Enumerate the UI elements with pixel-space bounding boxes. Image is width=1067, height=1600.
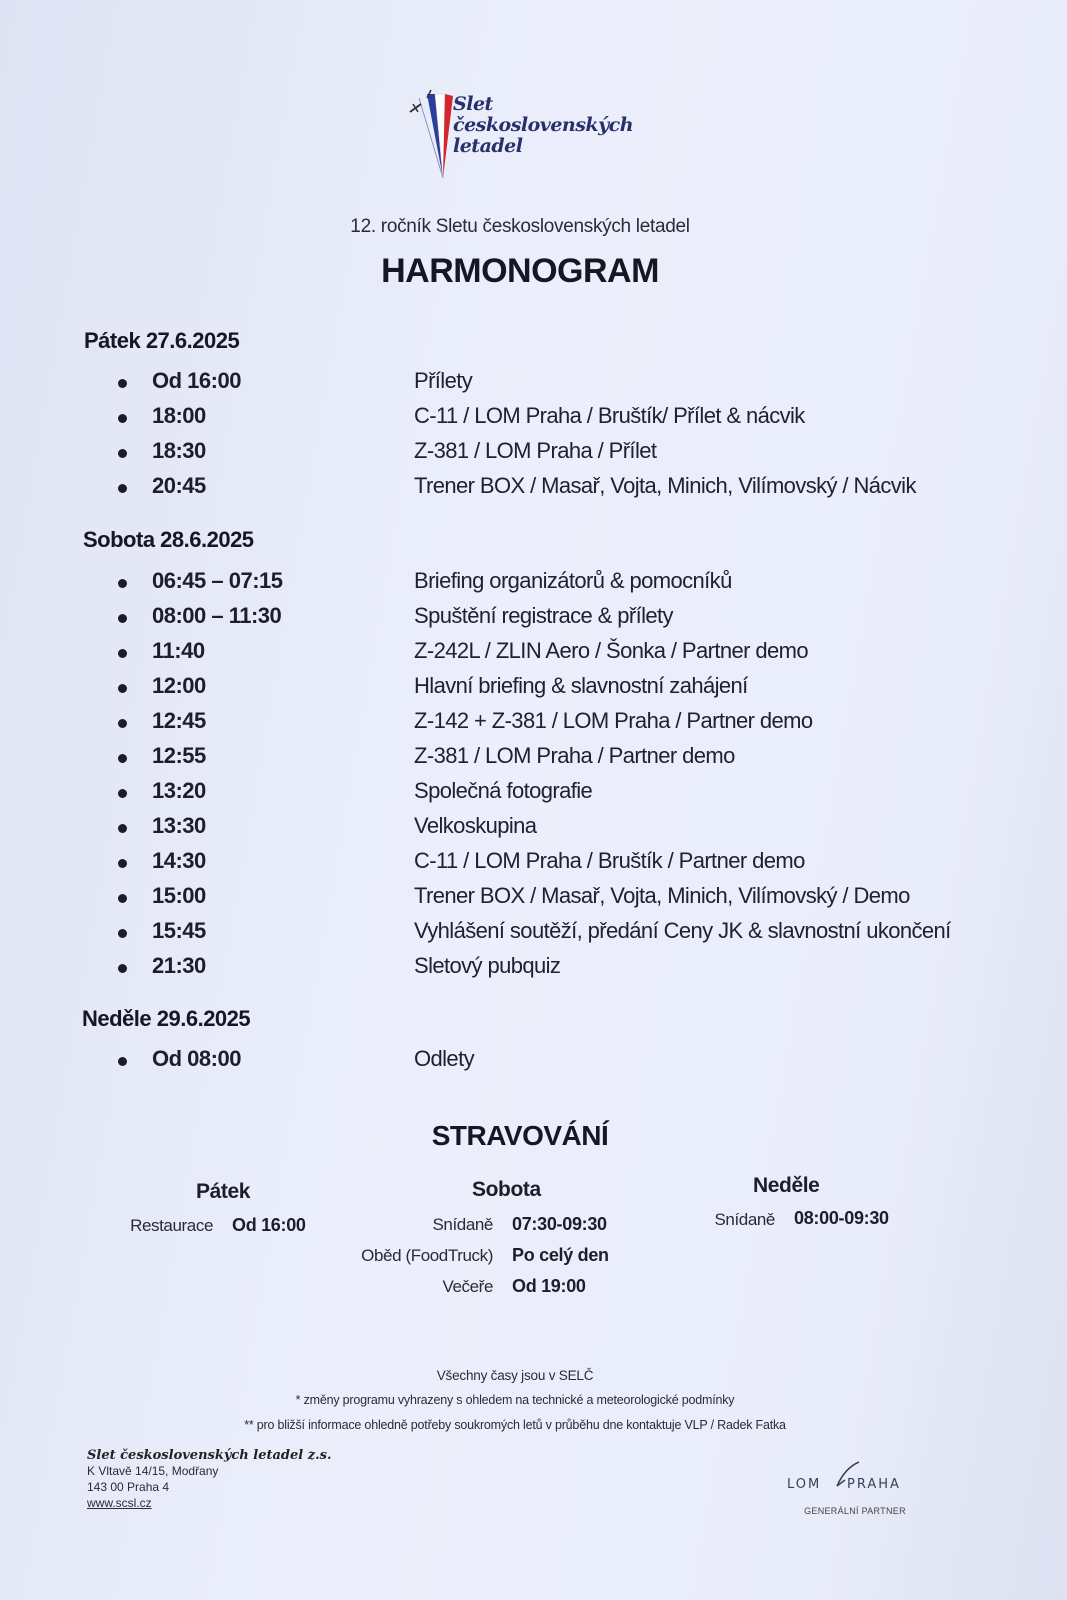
schedule-event: C-11 / LOM Praha / Bruštík/ Přílet & nácvik bbox=[414, 403, 805, 428]
bullet-icon bbox=[118, 684, 127, 693]
lom-praha-logo-icon bbox=[785, 1458, 935, 1502]
catering-day-saturday: Sobota bbox=[472, 1178, 541, 1201]
schedule-time: 06:45 – 07:15 bbox=[152, 568, 283, 593]
bullet-icon bbox=[118, 719, 127, 728]
schedule-row bbox=[118, 638, 1018, 668]
schedule-event: Velkoskupina bbox=[414, 813, 537, 838]
meal-label: Oběd (FoodTruck) bbox=[361, 1246, 493, 1265]
meal-label: Snídaně bbox=[432, 1215, 493, 1234]
schedule-time: 21:30 bbox=[152, 953, 206, 978]
schedule-row bbox=[118, 673, 1018, 703]
bullet-icon bbox=[118, 929, 127, 938]
partner-logo-right: PRAHA bbox=[847, 1477, 901, 1492]
schedule-event: Trener BOX / Masař, Vojta, Minich, Vilímovský / Demo bbox=[414, 883, 910, 908]
day-heading-friday: Pátek 27.6.2025 bbox=[84, 328, 240, 353]
footnote-2: ** pro bližší informace ohledně potřeby soukromých letů v průběhu dne kontaktuje VLP / Radek Fatka bbox=[244, 1418, 786, 1432]
event-logo bbox=[405, 86, 645, 181]
catering-title: STRAVOVÁNÍ bbox=[431, 1120, 609, 1151]
partner-logo-left: LOM bbox=[787, 1477, 822, 1492]
schedule-event: Z-381 / LOM Praha / Partner demo bbox=[414, 743, 735, 768]
schedule-time: 18:00 bbox=[152, 403, 206, 428]
schedule-event: Přílety bbox=[414, 368, 473, 393]
meal-value: 08:00-09:30 bbox=[794, 1208, 889, 1228]
schedule-row bbox=[118, 918, 1018, 948]
schedule-row bbox=[118, 368, 1018, 398]
schedule-row bbox=[118, 568, 1018, 598]
timezone-note: Všechny časy jsou v SELČ bbox=[436, 1368, 594, 1383]
catering-day-friday: Pátek bbox=[196, 1180, 251, 1203]
bullet-icon bbox=[118, 789, 127, 798]
schedule-row bbox=[118, 603, 1018, 633]
schedule-time: 11:40 bbox=[152, 638, 205, 663]
schedule-row bbox=[118, 813, 1018, 843]
organizer-web-link[interactable]: www.scsl.cz bbox=[87, 1496, 152, 1510]
organizer-address-1: K Vltavě 14/15, Modřany bbox=[87, 1464, 219, 1478]
schedule-event: Sletový pubquiz bbox=[414, 953, 561, 978]
schedule-event: Hlavní briefing & slavnostní zahájení bbox=[414, 673, 748, 698]
schedule-time: 13:20 bbox=[152, 778, 206, 803]
schedule-time: Od 16:00 bbox=[152, 368, 241, 393]
page-title: HARMONOGRAM bbox=[381, 252, 659, 290]
bullet-icon bbox=[118, 379, 127, 388]
schedule-row bbox=[118, 473, 1018, 503]
schedule-row bbox=[118, 403, 1018, 433]
meal-value: Po celý den bbox=[512, 1245, 609, 1265]
meal-label: Večeře bbox=[442, 1277, 493, 1296]
bullet-icon bbox=[118, 824, 127, 833]
organizer-address-2: 143 00 Praha 4 bbox=[87, 1480, 170, 1494]
bullet-icon bbox=[118, 614, 127, 623]
partner-logo bbox=[785, 1458, 935, 1518]
bullet-icon bbox=[118, 964, 127, 973]
schedule-time: 12:00 bbox=[152, 673, 206, 698]
schedule-event: Vyhlášení soutěží, předání Ceny JK & slavnostní ukončení bbox=[414, 918, 951, 943]
partner-caption: GENERÁLNÍ PARTNER bbox=[804, 1506, 906, 1516]
schedule-row bbox=[118, 883, 1018, 913]
bullet-icon bbox=[118, 449, 127, 458]
schedule-event: Z-381 / LOM Praha / Přílet bbox=[414, 438, 657, 463]
schedule-time: 12:45 bbox=[152, 708, 206, 733]
schedule-time: 13:30 bbox=[152, 813, 206, 838]
schedule-time: 12:55 bbox=[152, 743, 206, 768]
bullet-icon bbox=[118, 649, 127, 658]
bullet-icon bbox=[118, 894, 127, 903]
schedule-time: 20:45 bbox=[152, 473, 206, 498]
meal-value: 07:30-09:30 bbox=[512, 1214, 607, 1234]
schedule-row bbox=[118, 953, 1018, 983]
meal-value: Od 19:00 bbox=[512, 1276, 586, 1296]
edition-subtitle: 12. ročník Sletu československých letadel bbox=[350, 216, 690, 237]
schedule-row bbox=[118, 1046, 1018, 1076]
organizer-name: Slet československých letadel z.s. bbox=[87, 1448, 332, 1463]
meal-label: Restaurace bbox=[130, 1216, 213, 1235]
meal-value: Od 16:00 bbox=[232, 1215, 306, 1235]
day-heading-saturday: Sobota 28.6.2025 bbox=[83, 527, 254, 552]
schedule-event: Z-142 + Z-381 / LOM Praha / Partner demo bbox=[414, 708, 813, 733]
schedule-event: Odlety bbox=[414, 1046, 474, 1071]
schedule-event: Z-242L / ZLIN Aero / Šonka / Partner demo bbox=[414, 638, 809, 663]
logo-line-2: československých bbox=[453, 114, 634, 136]
schedule-row bbox=[118, 848, 1018, 878]
schedule-row bbox=[118, 778, 1018, 808]
bullet-icon bbox=[118, 484, 127, 493]
organizer-block bbox=[87, 1448, 332, 1511]
bullet-icon bbox=[118, 579, 127, 588]
catering-day-sunday: Neděle bbox=[753, 1174, 820, 1197]
schedule-time: 08:00 – 11:30 bbox=[152, 603, 282, 628]
schedule-time: 14:30 bbox=[152, 848, 206, 873]
logo-line-1: Slet bbox=[453, 93, 493, 115]
schedule-time: 18:30 bbox=[152, 438, 206, 463]
schedule-row bbox=[118, 438, 1018, 468]
schedule-event: Trener BOX / Masař, Vojta, Minich, Vilímovský / Nácvik bbox=[414, 473, 916, 498]
meal-label: Snídaně bbox=[714, 1210, 775, 1229]
schedule-time: 15:00 bbox=[152, 883, 206, 908]
schedule-event: Společná fotografie bbox=[414, 778, 593, 803]
logo-line-3: letadel bbox=[453, 135, 523, 157]
logo-text bbox=[453, 94, 633, 157]
footnote-1: * změny programu vyhrazeny s ohledem na technické a meteorologické podmínky bbox=[295, 1393, 735, 1407]
schedule-event: C-11 / LOM Praha / Bruštík / Partner demo bbox=[414, 848, 805, 873]
schedule-row bbox=[118, 708, 1018, 738]
schedule-event: Spuštění registrace & přílety bbox=[414, 603, 673, 628]
bullet-icon bbox=[118, 859, 127, 868]
bullet-icon bbox=[118, 754, 127, 763]
day-heading-sunday: Neděle 29.6.2025 bbox=[82, 1006, 251, 1031]
schedule-time: 15:45 bbox=[152, 918, 206, 943]
schedule-row bbox=[118, 743, 1018, 773]
bullet-icon bbox=[118, 414, 127, 423]
schedule-event: Briefing organizátorů & pomocníků bbox=[414, 568, 732, 593]
schedule-time: Od 08:00 bbox=[152, 1046, 241, 1071]
bullet-icon bbox=[118, 1057, 127, 1066]
